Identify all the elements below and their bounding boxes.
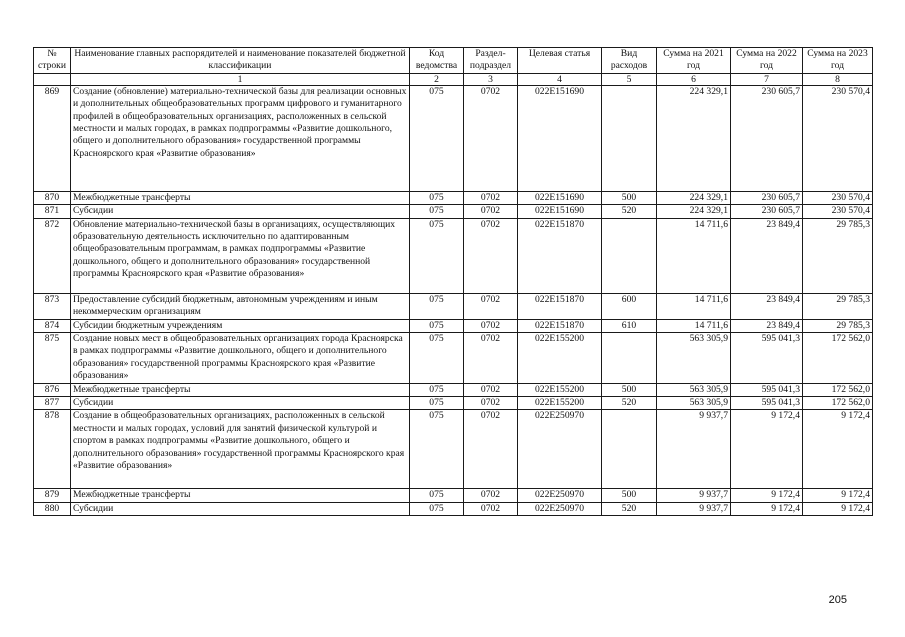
row-target: 022E151690 [518,85,602,191]
row-number: 878 [34,410,71,489]
row-expense-type: 520 [602,205,657,218]
row-name: Субсидии бюджетным учреждениям [71,319,410,332]
row-sum-2022: 230 605,7 [731,85,803,191]
row-expense-type: 610 [602,319,657,332]
row-sum-2022: 595 041,3 [731,333,803,384]
row-target: 022E151690 [518,205,602,218]
row-number: 879 [34,489,71,502]
column-number: 4 [518,73,602,85]
table-body [34,85,873,515]
row-expense-type [602,333,657,384]
row-expense-type: 520 [602,397,657,410]
header-sum-2022: Сумма на 2022 год [731,48,803,74]
row-target: 022E250970 [518,489,602,502]
header-row-no: № строки [34,48,71,74]
row-name: Межбюджетные трансферты [71,191,410,204]
row-sum-2022: 23 849,4 [731,319,803,332]
table-row [34,489,873,502]
row-dept-code: 075 [410,85,464,191]
row-sum-2023: 172 562,0 [803,333,873,384]
row-number: 870 [34,191,71,204]
header-name: Наименование главных распорядителей и наименование показателей бюджетной классификации [71,48,410,74]
row-expense-type: 520 [602,502,657,515]
row-expense-type: 500 [602,489,657,502]
row-section: 0702 [464,85,518,191]
row-sum-2023: 172 562,0 [803,397,873,410]
row-number: 880 [34,502,71,515]
table-row [34,218,873,293]
row-expense-type: 500 [602,191,657,204]
row-target: 022E151870 [518,293,602,319]
row-target: 022E250970 [518,502,602,515]
row-dept-code: 075 [410,319,464,332]
row-sum-2022: 230 605,7 [731,191,803,204]
row-dept-code: 075 [410,333,464,384]
row-sum-2021: 224 329,1 [657,191,731,204]
row-target: 022E151870 [518,218,602,293]
page-number: 205 [828,594,847,606]
column-number: 7 [731,73,803,85]
row-section: 0702 [464,293,518,319]
row-dept-code: 075 [410,502,464,515]
row-sum-2023: 29 785,3 [803,293,873,319]
row-sum-2023: 230 570,4 [803,85,873,191]
table-row [34,383,873,396]
row-sum-2022: 9 172,4 [731,489,803,502]
row-sum-2022: 595 041,3 [731,397,803,410]
row-dept-code: 075 [410,218,464,293]
row-sum-2023: 9 172,4 [803,502,873,515]
row-sum-2022: 9 172,4 [731,502,803,515]
row-target: 022E155200 [518,397,602,410]
table-row [34,205,873,218]
row-sum-2021: 14 711,6 [657,218,731,293]
row-section: 0702 [464,489,518,502]
header-dept-code: Код ведомства [410,48,464,74]
table-row [34,319,873,332]
row-expense-type [602,410,657,489]
row-expense-type [602,218,657,293]
row-dept-code: 075 [410,293,464,319]
budget-table [33,47,873,516]
row-sum-2023: 9 172,4 [803,410,873,489]
table-row [34,502,873,515]
table-row [34,293,873,319]
header-expense-type: Вид расходов [602,48,657,74]
row-sum-2023: 172 562,0 [803,383,873,396]
table-row [34,397,873,410]
row-expense-type [602,85,657,191]
header-target: Целевая статья [518,48,602,74]
row-sum-2021: 14 711,6 [657,319,731,332]
row-sum-2023: 29 785,3 [803,319,873,332]
row-section: 0702 [464,502,518,515]
row-sum-2021: 224 329,1 [657,205,731,218]
row-name: Обновление материально-технической базы в организациях, осуществляющих образовательную деятельность исключительно по адаптированным общеобразовательным программам, в рамках подпрограммы «Развитие дошкольного, общего и дополнительного образования» государственной программы Красноярского края «Развитие образования» [71,218,410,293]
row-name: Субсидии [71,205,410,218]
column-number [34,73,71,85]
row-number: 871 [34,205,71,218]
row-target: 022E155200 [518,333,602,384]
row-sum-2022: 23 849,4 [731,293,803,319]
row-name: Создание в общеобразовательных организациях, расположенных в сельской местности и малых городах, условий для занятий физической культурой и спортом в рамках подпрограммы «Развитие дошкольного, общего и дополнительного образования» государственной программы Красноярского края «Развитие образования» [71,410,410,489]
table-row [34,410,873,489]
header-sum-2021: Сумма на 2021 год [657,48,731,74]
row-name: Создание (обновление) материально-технической базы для реализации основных и дополнительных общеобразовательных программ цифрового и гуманитарного профилей в общеобразовательных организациях, расположенных в сельской местности и малых городах, в рамках подпрограммы «Развитие дошкольного, общего и дополнительного образования» государственной программы Красноярского края «Развитие образования» [71,85,410,191]
row-sum-2021: 9 937,7 [657,489,731,502]
row-dept-code: 075 [410,489,464,502]
table-row [34,191,873,204]
column-number: 1 [71,73,410,85]
row-name: Межбюджетные трансферты [71,489,410,502]
row-section: 0702 [464,397,518,410]
row-sum-2021: 224 329,1 [657,85,731,191]
row-section: 0702 [464,218,518,293]
header-row [34,48,873,74]
row-number: 872 [34,218,71,293]
row-expense-type: 500 [602,383,657,396]
row-number: 874 [34,319,71,332]
row-dept-code: 075 [410,397,464,410]
column-number: 6 [657,73,731,85]
row-target: 022E151870 [518,319,602,332]
column-number: 8 [803,73,873,85]
row-target: 022E250970 [518,410,602,489]
row-section: 0702 [464,205,518,218]
row-sum-2021: 9 937,7 [657,502,731,515]
row-section: 0702 [464,410,518,489]
row-expense-type: 600 [602,293,657,319]
row-section: 0702 [464,319,518,332]
row-name: Межбюджетные трансферты [71,383,410,396]
column-number: 3 [464,73,518,85]
row-dept-code: 075 [410,410,464,489]
row-section: 0702 [464,191,518,204]
header-sum-2023: Сумма на 2023 год [803,48,873,74]
row-dept-code: 075 [410,383,464,396]
row-sum-2021: 9 937,7 [657,410,731,489]
row-sum-2022: 230 605,7 [731,205,803,218]
column-number: 2 [410,73,464,85]
row-sum-2022: 595 041,3 [731,383,803,396]
row-section: 0702 [464,333,518,384]
row-name: Создание новых мест в общеобразовательных организациях города Красноярска в рамках подпрограммы «Развитие дошкольного, общего и дополнительного образования» государственной программы Красноярского края «Развитие образования» [71,333,410,384]
header-section: Раздел-подраздел [464,48,518,74]
row-sum-2021: 563 305,9 [657,383,731,396]
row-sum-2021: 14 711,6 [657,293,731,319]
row-name: Субсидии [71,502,410,515]
row-number: 876 [34,383,71,396]
row-dept-code: 075 [410,205,464,218]
row-name: Субсидии [71,397,410,410]
row-target: 022E151690 [518,191,602,204]
row-section: 0702 [464,383,518,396]
table-row [34,333,873,384]
row-sum-2021: 563 305,9 [657,333,731,384]
row-number: 877 [34,397,71,410]
column-number: 5 [602,73,657,85]
row-name: Предоставление субсидий бюджетным, автономным учреждениям и иным некоммерческим организациям [71,293,410,319]
row-target: 022E155200 [518,383,602,396]
row-sum-2023: 29 785,3 [803,218,873,293]
row-sum-2022: 9 172,4 [731,410,803,489]
row-dept-code: 075 [410,191,464,204]
row-sum-2022: 23 849,4 [731,218,803,293]
row-sum-2021: 563 305,9 [657,397,731,410]
row-sum-2023: 230 570,4 [803,191,873,204]
row-sum-2023: 230 570,4 [803,205,873,218]
row-number: 869 [34,85,71,191]
row-number: 875 [34,333,71,384]
row-number: 873 [34,293,71,319]
row-sum-2023: 9 172,4 [803,489,873,502]
table-row [34,85,873,191]
column-number-row [34,73,873,85]
